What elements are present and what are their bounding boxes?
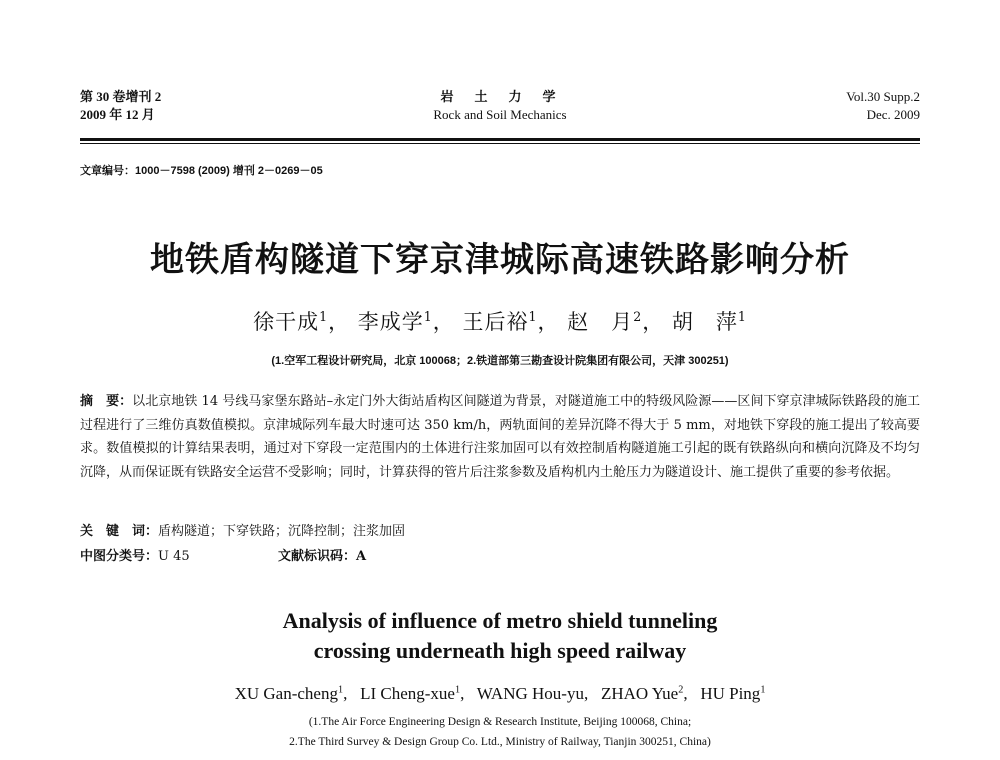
journal-issue bbox=[80, 88, 161, 124]
journal-title bbox=[380, 88, 620, 124]
journal-title-en: Rock and Soil Mechanics bbox=[433, 107, 567, 122]
doc-code-label: 文献标识码： bbox=[277, 549, 356, 564]
volume-date: Dec. 2009 bbox=[866, 107, 920, 122]
authors-en bbox=[0, 684, 1000, 704]
title-en bbox=[0, 606, 1000, 666]
classification bbox=[80, 545, 920, 569]
author-en: ZHAO Yue$^2$, bbox=[600, 684, 688, 703]
header-rule-thin bbox=[80, 143, 920, 144]
author-en: LI Cheng-xue$^1$, bbox=[360, 684, 465, 703]
volume-number: Vol.30 Supp.2 bbox=[846, 89, 920, 104]
authors-cn bbox=[0, 306, 1000, 336]
issue-date: 2009 年 12 月 bbox=[80, 107, 155, 122]
author-cn: 王后裕$^1$， bbox=[462, 309, 560, 334]
abstract-label: 摘 要： bbox=[80, 394, 133, 409]
author-en: WANG Hou-yu, bbox=[476, 684, 589, 703]
header-rule-thick bbox=[80, 138, 920, 141]
journal-title-cn: 岩 土 力 学 bbox=[440, 89, 560, 104]
clc-label: 中图分类号： bbox=[80, 549, 159, 564]
article-number: 文章编号：1000－7598 (2009) 增刊 2－0269－05 bbox=[80, 165, 323, 177]
affiliation-en-line2: 2.The Third Survey & Design Group Co. Ltd., Ministry of Railway, Tianjin 300251, China) bbox=[289, 736, 711, 748]
affiliation-en-line1: (1.The Air Force Engineering Design & Research Institute, Beijing 100068, China; bbox=[308, 716, 692, 728]
title-en-line1: Analysis of influence of metro shield tunneling bbox=[282, 608, 718, 633]
doc-code-value: A bbox=[355, 549, 367, 564]
author-cn: 徐干成$^1$， bbox=[253, 309, 351, 334]
affiliation-en bbox=[0, 712, 1000, 752]
issue-volume: 第 30 卷增刊 2 bbox=[80, 89, 162, 104]
author-cn: 赵 月$^2$， bbox=[567, 309, 665, 334]
author-en: XU Gan-cheng$^1$, bbox=[234, 684, 348, 703]
title-en-line2: crossing underneath high speed railway bbox=[313, 638, 687, 663]
title-cn: 地铁盾构隧道下穿京津城际高速铁路影响分析 bbox=[150, 240, 850, 280]
keywords-label: 关 键 词： bbox=[80, 524, 159, 539]
author-en: HU Ping$^1$ bbox=[700, 684, 766, 703]
keywords bbox=[80, 520, 920, 544]
author-cn: 李成学$^1$， bbox=[357, 309, 455, 334]
author-cn: 胡 萍$^1$ bbox=[671, 309, 747, 334]
journal-volume bbox=[846, 88, 920, 124]
abstract-text: 以北京地铁 14 号线马家堡东路站–永定门外大街站盾构区间隧道为背景，对隧道施工中的特级风险源——区间下穿京津城际铁路段的施工过程进行了三维仿真数值模拟。京津城际列车最大时速可达 350 km/h，两轨面间的差异沉降不得大于 5 mm，对地铁下穿段的施工提出了较高要求。数值模拟的计算结果表明，通过对下穿段一定范围内的土体进行注浆加固可以有效控制盾构隧道施工引起的既有铁路纵向和横向沉降及不均匀沉降，从而保证既有铁路安全运营不受影响；同时，计算获得的管片后注浆参数及盾构机内土舱压力为隧道设计、施工提供了重要的参考依据。 bbox=[80, 394, 920, 480]
affiliation-cn: (1.空军工程设计研究局，北京 100068；2.铁道部第三勘查设计院集团有限公司，天津 300251) bbox=[271, 355, 729, 367]
keywords-text: 盾构隧道；下穿铁路；沉降控制；注浆加固 bbox=[158, 524, 406, 539]
abstract bbox=[80, 390, 920, 484]
clc-value: U 45 bbox=[158, 549, 190, 564]
